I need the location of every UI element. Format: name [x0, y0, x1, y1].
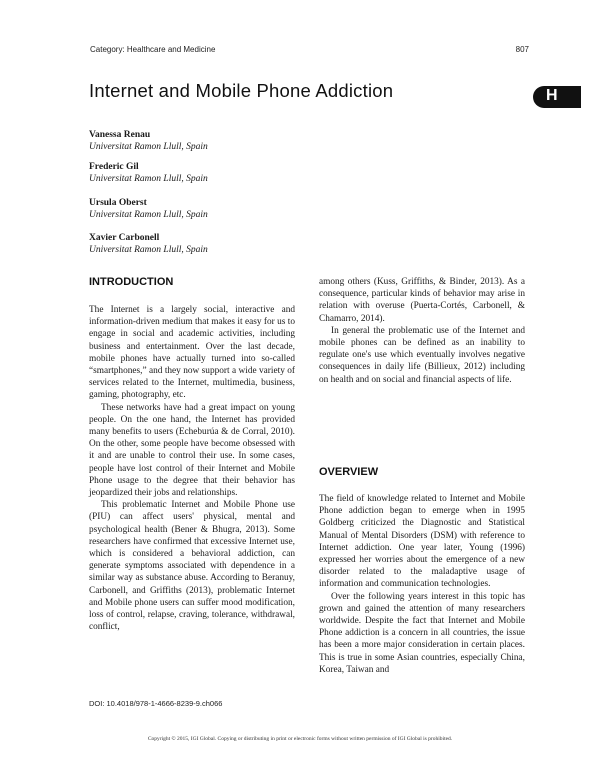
paragraph: The Internet is a largely social, interactive and information-driven medium that makes it easy for us to engage in social and academic activities, including business and entertainment. Over the last decade, mobile phones have actually turned into so-called “smartphones,” and they now support a wide variety of services related to the Internet, multimedia, business, gaming, photography, etc.	[89, 305, 295, 401]
author-name: Vanessa Renau	[89, 130, 151, 140]
page-number: 807	[515, 45, 529, 54]
section-tab-letter: H	[546, 87, 558, 104]
paragraph: In general the problematic use of the Internet and mobile phones can be defined as an inability to regulate one's use which eventually involves negative consequences in daily life (Billieux, 2012) including on health and on social and financial aspects of life.	[319, 325, 525, 385]
paragraph: This problematic Internet and Mobile Phone use (PIU) can affect users' physical, mental and psychological health (Bener & Bhugra, 2013). Some researchers have confirmed that excessive Internet use, which is considered a behavioral addiction, can generate symptoms associated with dependence in a similar way as substance abuse. According to Beranuy, Carbonell, and Griffiths (2013), problematic Internet and Mobile phone users can suffer mood modification, loss of control, relapse, craving, tolerance, withdrawal, conflict,	[89, 500, 295, 633]
copyright-notice: Copyright © 2015, IGI Global. Copying or distributing in print or electronic forms without written permission of IGI Global is prohibited.	[147, 736, 453, 742]
left-column	[89, 304, 295, 633]
author-affiliation: Universitat Ramon Llull, Spain	[89, 245, 208, 255]
right-column-overview	[319, 493, 525, 676]
right-column	[319, 276, 525, 386]
author-block	[89, 232, 208, 256]
author-affiliation: Universitat Ramon Llull, Spain	[89, 142, 208, 152]
author-block	[89, 161, 208, 185]
author-name: Xavier Carbonell	[89, 233, 160, 243]
author-affiliation: Universitat Ramon Llull, Spain	[89, 210, 208, 220]
author-name: Ursula Oberst	[89, 198, 147, 208]
overview-heading: OVERVIEW	[319, 466, 379, 478]
paragraph: These networks have had a great impact on young people. On the one hand, the Internet has provided many benefits to users (Echeburúa & de Corral, 2010). On the other, some people have become obsessed with it and are unable to control their use. In some cases, people have lost control of their Internet and Mobile Phone usage to the degree that their behavior has jeopardized their jobs and relationships.	[89, 402, 295, 499]
author-name: Frederic Gil	[89, 162, 139, 172]
section-tab	[533, 86, 581, 108]
running-header-category: Category: Healthcare and Medicine	[90, 45, 216, 54]
author-affiliation: Universitat Ramon Llull, Spain	[89, 174, 208, 184]
paragraph: among others (Kuss, Griffiths, & Binder, 2013). As a consequence, particular kinds of behavior may arise in relation with overuse (Puerta-Cortés, Carbonell, & Chamarro, 2014).	[319, 277, 525, 324]
author-block	[89, 129, 208, 153]
doi: DOI: 10.4018/978-1-4666-8239-9.ch066	[89, 699, 223, 708]
author-block	[89, 197, 208, 221]
article-title: Internet and Mobile Phone Addiction	[89, 80, 394, 101]
paragraph: The field of knowledge related to Internet and Mobile Phone addiction began to emerge when in 1995 Goldberg criticized the Diagnostic and Statistical Manual of Mental Disorders (DSM) with reference to Internet addiction. One year later, Young (1996) expressed her worries about the emergence of a new disorder related to the maladaptive usage of information and communication technologies.	[319, 494, 525, 590]
introduction-heading: INTRODUCTION	[89, 276, 174, 288]
paragraph: Over the following years interest in this topic has grown and gained the attention of many researchers worldwide. Despite the fact that Internet and Mobile Phone addiction is a concern in all countries, the issue has been a more major consideration in certain places. This is true in some Asian countries, especially China, Korea, Taiwan and	[319, 591, 525, 675]
